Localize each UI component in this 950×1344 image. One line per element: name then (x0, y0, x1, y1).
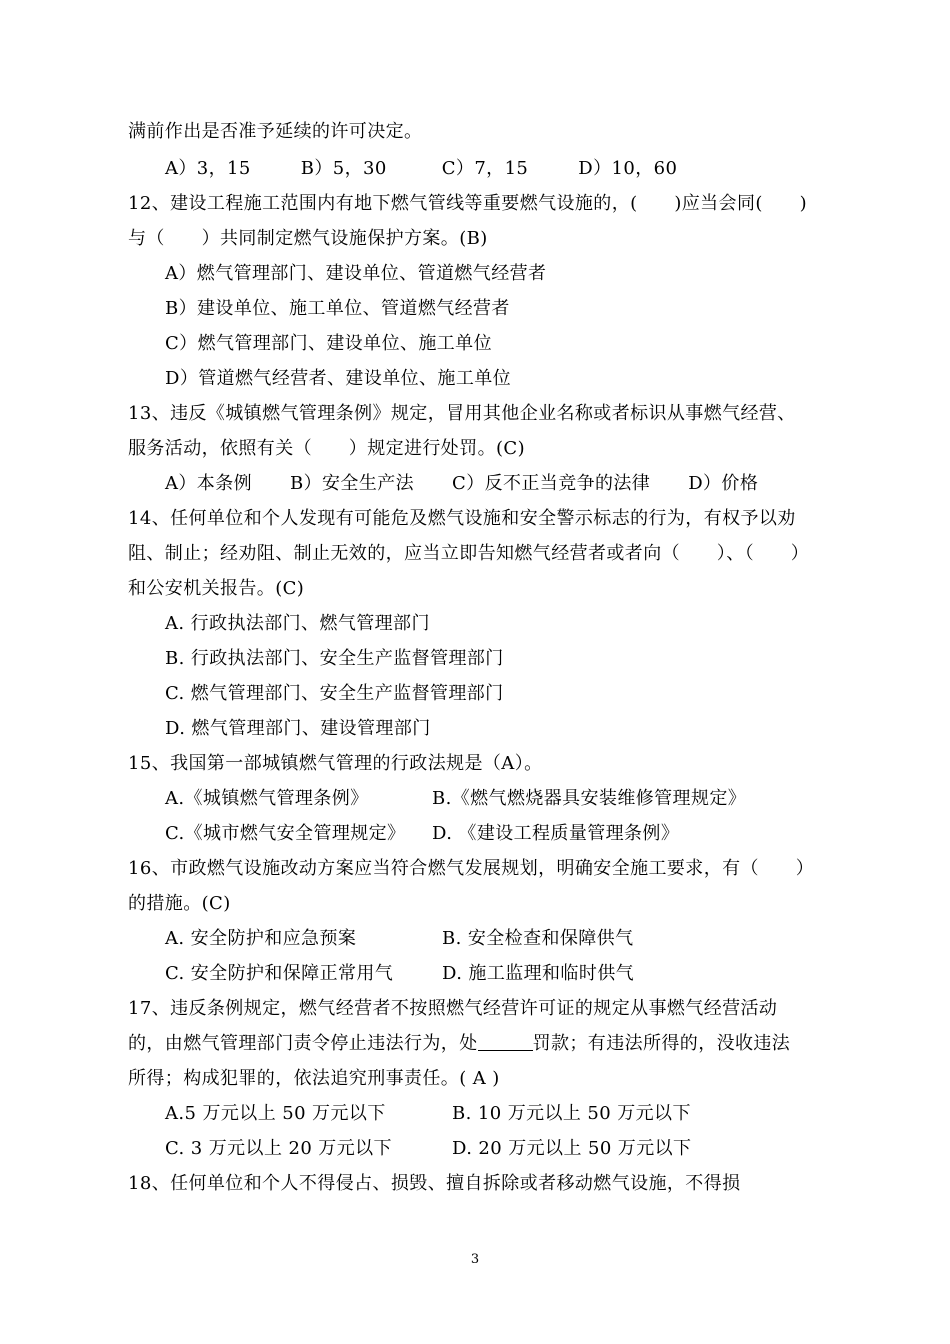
option-c: C.《城市燃气安全管理规定》 (165, 823, 406, 844)
question-16: 16、市政燃气设施改动方案应当符合燃气发展规划，明确安全施工要求，有（ ） (128, 858, 815, 879)
option-row (165, 157, 677, 181)
option-d: D. 《建设工程质量管理条例》 (432, 823, 680, 844)
option-a: A. 行政执法部门、燃气管理部门 (165, 613, 430, 634)
option-d: D）10，60 (578, 158, 678, 179)
text-line: 和公安机关报告。(C) (128, 578, 305, 599)
question-18: 18、任何单位和个人不得侵占、损毁、擅自拆除或者移动燃气设施，不得损 (128, 1173, 741, 1194)
option-b: B）5，30 (300, 158, 387, 179)
option-d: D. 20 万元以上 50 万元以下 (452, 1138, 692, 1159)
option-c: C. 安全防护和保障正常用气 (165, 963, 394, 984)
text-segment: 罚款；有违法所得的，没收违法 (532, 1033, 791, 1054)
option-a: A.5 万元以上 50 万元以下 (165, 1103, 386, 1124)
option-d: D）价格 (688, 473, 759, 494)
option-c: C）燃气管理部门、建设单位、施工单位 (165, 333, 492, 354)
question-15: 15、我国第一部城镇燃气管理的行政法规是（A）。 (128, 753, 543, 774)
option-b: B. 安全检查和保障供气 (442, 928, 634, 949)
text-line: 阻、制止；经劝阻、制止无效的，应当立即告知燃气经营者或者向（ ）、（ ） (128, 543, 810, 564)
question-17: 17、违反条例规定，燃气经营者不按照燃气经营许可证的规定从事燃气经营活动 (128, 998, 778, 1019)
text-line: 满前作出是否准予延续的许可决定。 (128, 121, 423, 142)
option-b: B）建设单位、施工单位、管道燃气经营者 (165, 298, 510, 319)
option-b: B）安全生产法 (290, 473, 415, 494)
fill-blank (478, 1032, 533, 1051)
text-line (128, 1032, 790, 1056)
text-line: 的措施。(C) (128, 893, 231, 914)
option-d: D. 燃气管理部门、建设管理部门 (165, 718, 431, 739)
option-a: A）3，15 (165, 158, 251, 179)
question-13: 13、违反《城镇燃气管理条例》规定，冒用其他企业名称或者标识从事燃气经营、 (128, 403, 796, 424)
option-c: C）7，15 (441, 158, 529, 179)
option-c: C. 燃气管理部门、安全生产监督管理部门 (165, 683, 504, 704)
option-row (165, 472, 758, 496)
text-line: 与（ ）共同制定燃气设施保护方案。(B) (128, 228, 488, 249)
option-c: C. 3 万元以上 20 万元以下 (165, 1138, 392, 1159)
option-b: B. 行政执法部门、安全生产监督管理部门 (165, 648, 504, 669)
option-a: A.《城镇燃气管理条例》 (165, 788, 369, 809)
option-d: D. 施工监理和临时供气 (442, 963, 635, 984)
question-12: 12、建设工程施工范围内有地下燃气管线等重要燃气设施的，( )应当会同( ) (128, 193, 807, 214)
text-line: 所得；构成犯罪的，依法追究刑事责任。( A ) (128, 1068, 500, 1089)
option-a: A. 安全防护和应急预案 (165, 928, 357, 949)
text-line: 服务活动，依照有关（ ）规定进行处罚。(C) (128, 438, 526, 459)
option-b: B. 10 万元以上 50 万元以下 (452, 1103, 691, 1124)
option-b: B.《燃气燃烧器具安装维修管理规定》 (432, 788, 747, 809)
question-14: 14、任何单位和个人发现有可能危及燃气设施和安全警示标志的行为，有权予以劝 (128, 508, 796, 529)
option-a: A）本条例 (165, 473, 252, 494)
option-row (165, 787, 369, 811)
option-d: D）管道燃气经营者、建设单位、施工单位 (165, 368, 512, 389)
text-segment: 的，由燃气管理部门责令停止违法行为，处 (128, 1033, 478, 1054)
page-number: 3 (470, 1252, 480, 1267)
option-a: A）燃气管理部门、建设单位、管道燃气经营者 (165, 263, 547, 284)
option-c: C）反不正当竞争的法律 (452, 473, 651, 494)
